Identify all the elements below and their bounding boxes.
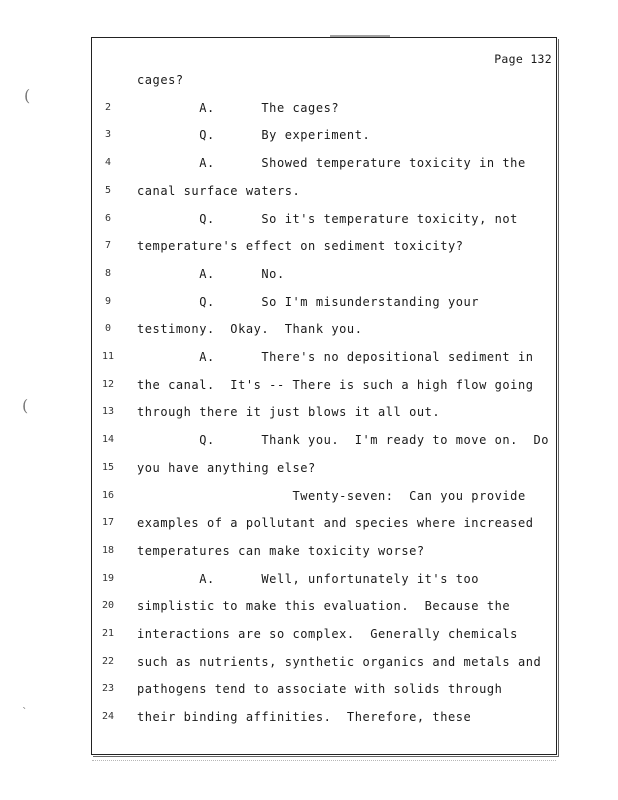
line-number: 11 <box>101 351 115 362</box>
line-text: testimony. Okay. Thank you. <box>137 322 363 337</box>
line-text: Q. So it's temperature toxicity, not <box>137 211 518 226</box>
transcript-line <box>0 679 618 699</box>
line-number: 2 <box>104 101 112 113</box>
line-text: Q. Thank you. I'm ready to move on. Do <box>137 433 550 448</box>
line-number: 19 <box>101 572 115 584</box>
line-number: 21 <box>101 628 115 639</box>
transcript-line <box>0 458 618 478</box>
line-text: interactions are so complex. Generally chemicals <box>137 627 518 641</box>
transcript-line <box>0 569 618 589</box>
page-number: Page 132 <box>494 52 552 66</box>
transcript-line <box>0 430 618 450</box>
transcript-line <box>0 70 618 90</box>
transcript-line <box>0 652 618 672</box>
line-text: Q. By experiment. <box>137 128 371 143</box>
transcript-line <box>0 347 618 367</box>
line-number: 18 <box>101 544 115 556</box>
transcript-line <box>0 513 618 533</box>
line-text: A. Well, unfortunately it's too <box>137 571 480 586</box>
line-number: 8 <box>104 267 112 279</box>
transcript-line <box>0 624 618 644</box>
line-text: A. No. <box>137 266 285 281</box>
line-number: 9 <box>104 295 112 307</box>
transcript-line <box>0 707 618 727</box>
line-number: 20 <box>101 600 115 612</box>
line-number: 16 <box>101 489 115 501</box>
line-text: the canal. It's -- There is such a high flow going <box>137 377 534 392</box>
line-number: 0 <box>104 323 112 335</box>
line-text: examples of a pollutant and species where increased <box>137 516 534 531</box>
transcript-line <box>0 153 618 173</box>
line-text: pathogens tend to associate with solids through <box>137 682 503 697</box>
line-text: through there it just blows it all out. <box>137 405 441 420</box>
transcript-line <box>0 292 618 312</box>
transcript-line <box>0 319 618 339</box>
transcript-line <box>0 209 618 229</box>
transcript-line <box>0 486 618 506</box>
line-number: 17 <box>101 517 115 529</box>
transcript-line <box>0 596 618 616</box>
line-number: 12 <box>101 378 115 390</box>
line-text: canal surface waters. <box>137 183 301 198</box>
margin-tick-mark: ` <box>22 706 28 719</box>
line-number: 7 <box>104 240 112 252</box>
transcript-line <box>0 264 618 284</box>
line-text: temperature's effect on sediment toxicity? <box>137 239 464 254</box>
transcript-line <box>0 181 618 201</box>
line-text: their binding affinities. Therefore, these <box>137 710 472 725</box>
line-number: 14 <box>101 434 115 446</box>
line-number: 4 <box>104 157 112 169</box>
line-number: 5 <box>104 184 112 196</box>
line-text: such as nutrients, synthetic organics and metals and <box>137 654 542 669</box>
scan-footer-strip <box>92 760 556 765</box>
transcript-line <box>0 402 618 422</box>
line-text: Twenty-seven: Can you provide <box>137 488 526 503</box>
transcript-line <box>0 125 618 145</box>
line-text: simplistic to make this evaluation. Because the <box>137 599 511 614</box>
margin-bracket-mark: ( <box>24 86 31 105</box>
line-number: 15 <box>101 461 115 473</box>
line-number: 13 <box>101 406 115 418</box>
line-text: A. Showed temperature toxicity in the <box>137 156 526 171</box>
line-text: cages? <box>137 73 184 87</box>
line-text: A. There's no depositional sediment in <box>137 350 534 364</box>
line-text: temperatures can make toxicity worse? <box>137 543 425 558</box>
line-text: A. The cages? <box>137 100 340 115</box>
transcript-line <box>0 236 618 256</box>
transcript-line <box>0 541 618 561</box>
transcript-line <box>0 375 618 395</box>
transcript-line <box>0 98 618 118</box>
line-number: 22 <box>101 655 115 667</box>
line-text: Q. So I'm misunderstanding your <box>137 294 480 309</box>
line-number: 24 <box>101 711 115 723</box>
margin-bracket-mark: ( <box>22 396 29 415</box>
line-number: 3 <box>104 129 112 141</box>
line-number: 6 <box>104 212 112 224</box>
line-text: you have anything else? <box>137 460 316 475</box>
line-number: 23 <box>101 683 115 695</box>
